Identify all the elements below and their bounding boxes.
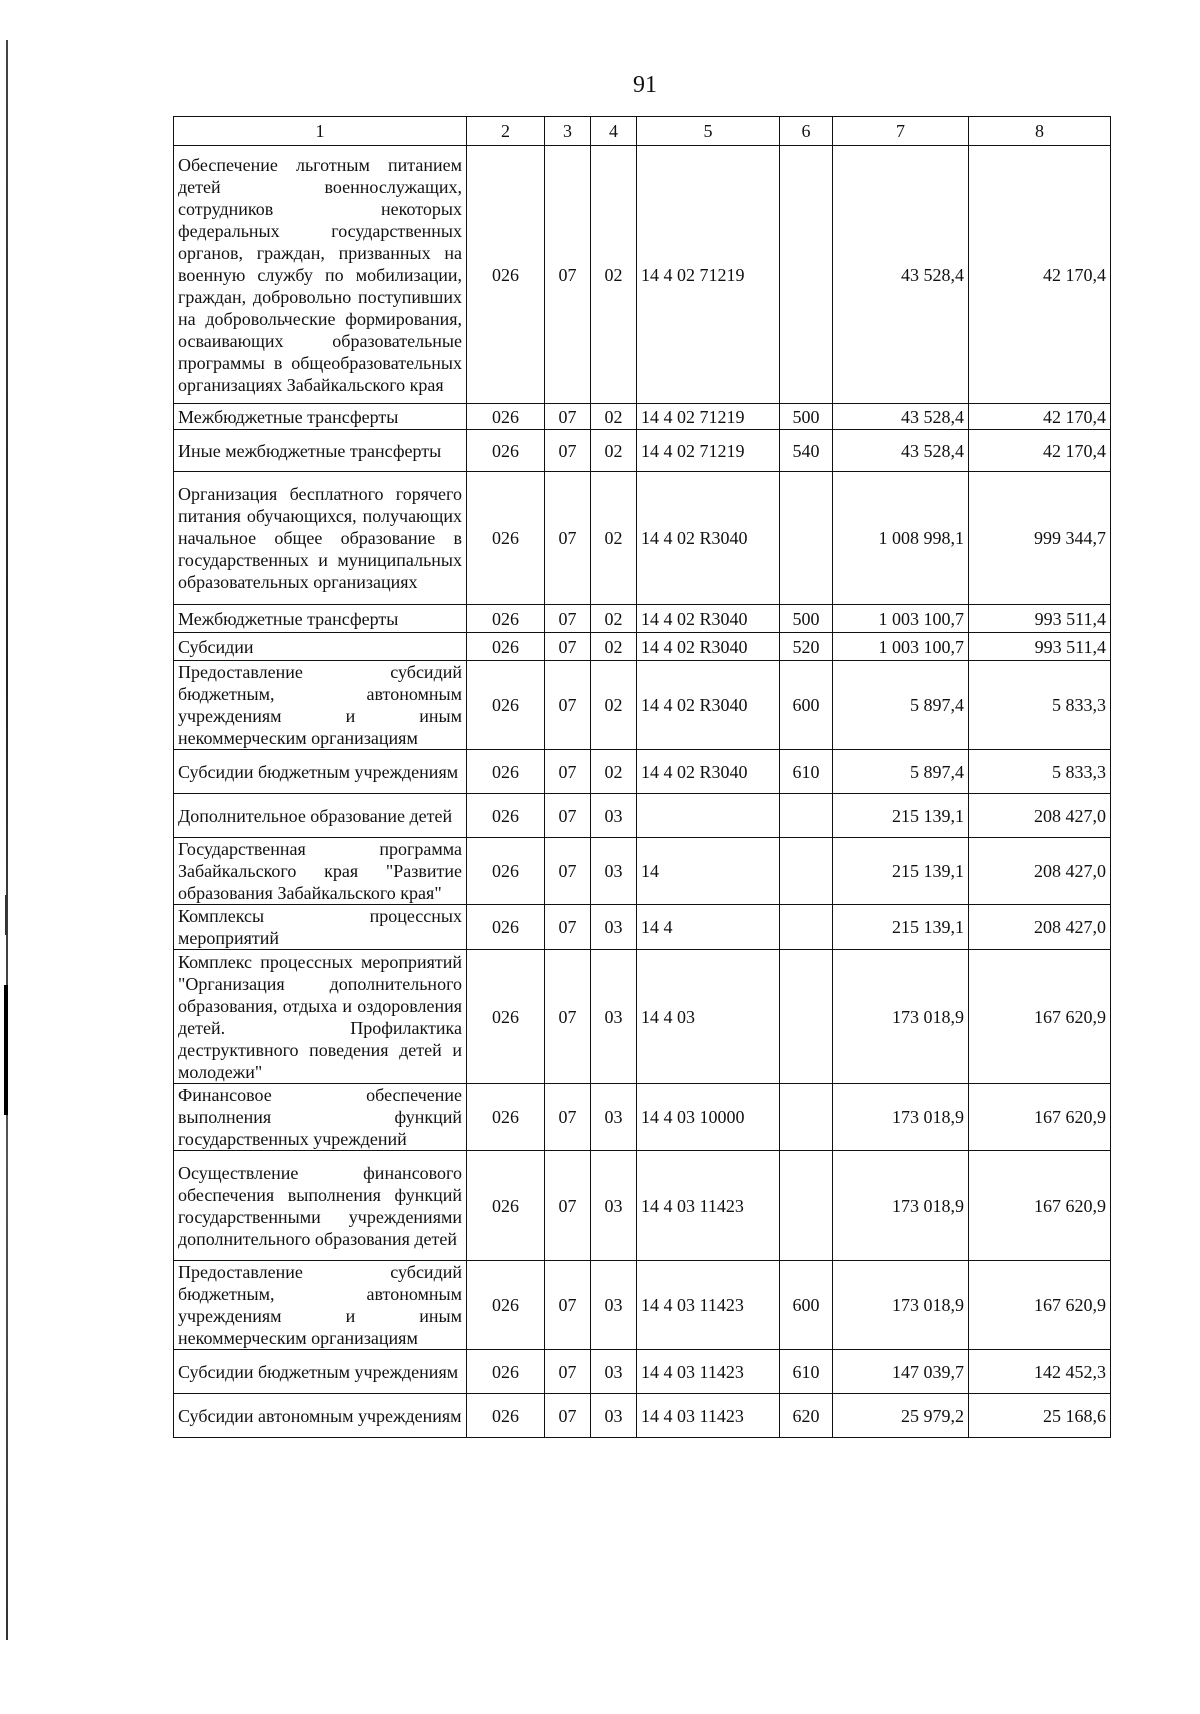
row-code-cell: 026 xyxy=(467,404,545,430)
row-subsection-cell: 02 xyxy=(591,146,637,404)
row-subsection-cell: 03 xyxy=(591,1084,637,1151)
row-section-cell: 07 xyxy=(545,661,591,750)
row-subsection-cell: 02 xyxy=(591,472,637,605)
row-amount-col7-cell: 147 039,7 xyxy=(833,1350,969,1394)
row-name-cell: Осуществление финансового обеспечения выполнения функций государственными учреждениями дополнительного образования детей xyxy=(174,1151,467,1261)
row-name-cell: Субсидии бюджетным учреждениям xyxy=(174,1350,467,1394)
row-amount-col7-cell: 215 139,1 xyxy=(833,905,969,950)
table-body xyxy=(174,146,1111,1438)
row-expense-type-cell xyxy=(780,1151,833,1261)
row-name-cell: Дополнительное образование детей xyxy=(174,794,467,838)
row-subsection-cell: 02 xyxy=(591,633,637,661)
row-amount-col8-cell: 5 833,3 xyxy=(969,750,1111,794)
table-row xyxy=(174,404,1111,430)
row-amount-col7-cell: 1 008 998,1 xyxy=(833,472,969,605)
table-row xyxy=(174,430,1111,472)
row-amount-col8-cell: 42 170,4 xyxy=(969,404,1111,430)
table-row xyxy=(174,905,1111,950)
page-number: 91 xyxy=(633,72,657,98)
row-code-cell: 026 xyxy=(467,794,545,838)
row-code-cell: 026 xyxy=(467,750,545,794)
row-target-article-cell: 14 4 03 11423 xyxy=(637,1394,780,1438)
row-code-cell: 026 xyxy=(467,1151,545,1261)
row-amount-col7-cell: 173 018,9 xyxy=(833,1151,969,1261)
row-amount-col8-cell: 167 620,9 xyxy=(969,1084,1111,1151)
row-amount-col7-cell: 215 139,1 xyxy=(833,838,969,905)
header-cell: 1 xyxy=(174,117,467,146)
row-name-cell: Иные межбюджетные трансферты xyxy=(174,430,467,472)
row-expense-type-cell: 620 xyxy=(780,1394,833,1438)
row-target-article-cell: 14 4 03 11423 xyxy=(637,1151,780,1261)
header-cell: 6 xyxy=(780,117,833,146)
row-section-cell: 07 xyxy=(545,1350,591,1394)
row-code-cell: 026 xyxy=(467,605,545,633)
row-amount-col7-cell: 1 003 100,7 xyxy=(833,633,969,661)
row-expense-type-cell xyxy=(780,472,833,605)
row-section-cell: 07 xyxy=(545,430,591,472)
row-expense-type-cell: 610 xyxy=(780,750,833,794)
row-expense-type-cell: 540 xyxy=(780,430,833,472)
row-amount-col7-cell: 1 003 100,7 xyxy=(833,605,969,633)
row-amount-col8-cell: 142 452,3 xyxy=(969,1350,1111,1394)
table-row xyxy=(174,1151,1111,1261)
row-target-article-cell: 14 4 02 71219 xyxy=(637,146,780,404)
table-row xyxy=(174,1394,1111,1438)
row-expense-type-cell: 610 xyxy=(780,1350,833,1394)
row-section-cell: 07 xyxy=(545,750,591,794)
row-amount-col7-cell: 173 018,9 xyxy=(833,1261,969,1350)
row-code-cell: 026 xyxy=(467,1394,545,1438)
row-amount-col8-cell: 208 427,0 xyxy=(969,905,1111,950)
row-expense-type-cell: 520 xyxy=(780,633,833,661)
row-name-cell: Организация бесплатного горячего питания обучающихся, получающих начальное общее образование в государственных и муниципальных образовательных организациях xyxy=(174,472,467,605)
row-target-article-cell: 14 4 02 R3040 xyxy=(637,472,780,605)
row-name-cell: Предоставление субсидий бюджетным, автономным учреждениям и иным некоммерческим организациям xyxy=(174,1261,467,1350)
row-expense-type-cell xyxy=(780,838,833,905)
row-name-cell: Комплекс процессных мероприятий "Организация дополнительного образования, отдыха и оздоровления детей. Профилактика деструктивного поведения детей и молодежи" xyxy=(174,950,467,1084)
header-row xyxy=(174,117,1111,146)
scan-artifact-mark xyxy=(4,985,8,1115)
row-subsection-cell: 03 xyxy=(591,1350,637,1394)
row-name-cell: Государственная программа Забайкальского края "Развитие образования Забайкальского края" xyxy=(174,838,467,905)
row-section-cell: 07 xyxy=(545,605,591,633)
row-section-cell: 07 xyxy=(545,146,591,404)
table-row xyxy=(174,1350,1111,1394)
row-subsection-cell: 02 xyxy=(591,750,637,794)
row-code-cell: 026 xyxy=(467,472,545,605)
row-amount-col8-cell: 999 344,7 xyxy=(969,472,1111,605)
row-name-cell: Обеспечение льготным питанием детей военнослужащих, сотрудников некоторых федеральных государственных органов, граждан, призванных на военную службу по мобилизации, граждан, добровольно поступивших на добровольческие формирования, осваивающих образовательные программы в общеобразовательных организациях Забайкальского края xyxy=(174,146,467,404)
scan-artifact-mark xyxy=(5,895,7,935)
header-cell: 2 xyxy=(467,117,545,146)
row-section-cell: 07 xyxy=(545,794,591,838)
row-section-cell: 07 xyxy=(545,633,591,661)
row-target-article-cell: 14 4 xyxy=(637,905,780,950)
row-target-article-cell: 14 4 02 R3040 xyxy=(637,661,780,750)
row-section-cell: 07 xyxy=(545,1084,591,1151)
row-section-cell: 07 xyxy=(545,1261,591,1350)
row-code-cell: 026 xyxy=(467,1084,545,1151)
row-subsection-cell: 03 xyxy=(591,794,637,838)
header-cell: 8 xyxy=(969,117,1111,146)
table-row xyxy=(174,750,1111,794)
row-amount-col8-cell: 167 620,9 xyxy=(969,1261,1111,1350)
table-row xyxy=(174,838,1111,905)
row-target-article-cell: 14 4 03 10000 xyxy=(637,1084,780,1151)
row-name-cell: Комплексы процессных мероприятий xyxy=(174,905,467,950)
table-header xyxy=(174,117,1111,146)
table-row xyxy=(174,633,1111,661)
table-row xyxy=(174,146,1111,404)
row-section-cell: 07 xyxy=(545,905,591,950)
table-row xyxy=(174,605,1111,633)
row-name-cell: Субсидии xyxy=(174,633,467,661)
row-expense-type-cell xyxy=(780,146,833,404)
row-target-article-cell xyxy=(637,794,780,838)
row-amount-col8-cell: 208 427,0 xyxy=(969,794,1111,838)
table-row xyxy=(174,1261,1111,1350)
row-target-article-cell: 14 4 03 11423 xyxy=(637,1261,780,1350)
row-subsection-cell: 03 xyxy=(591,905,637,950)
row-section-cell: 07 xyxy=(545,1151,591,1261)
row-target-article-cell: 14 4 03 xyxy=(637,950,780,1084)
row-amount-col8-cell: 5 833,3 xyxy=(969,661,1111,750)
row-subsection-cell: 03 xyxy=(591,1394,637,1438)
header-cell: 5 xyxy=(637,117,780,146)
row-code-cell: 026 xyxy=(467,1350,545,1394)
row-code-cell: 026 xyxy=(467,146,545,404)
row-name-cell: Субсидии бюджетным учреждениям xyxy=(174,750,467,794)
row-name-cell: Предоставление субсидий бюджетным, автономным учреждениям и иным некоммерческим организациям xyxy=(174,661,467,750)
row-amount-col7-cell: 173 018,9 xyxy=(833,950,969,1084)
row-expense-type-cell: 600 xyxy=(780,1261,833,1350)
row-expense-type-cell: 500 xyxy=(780,605,833,633)
row-expense-type-cell: 600 xyxy=(780,661,833,750)
table-row xyxy=(174,1084,1111,1151)
row-amount-col8-cell: 42 170,4 xyxy=(969,146,1111,404)
row-target-article-cell: 14 4 02 71219 xyxy=(637,430,780,472)
row-amount-col8-cell: 208 427,0 xyxy=(969,838,1111,905)
row-amount-col8-cell: 42 170,4 xyxy=(969,430,1111,472)
row-amount-col7-cell: 5 897,4 xyxy=(833,750,969,794)
row-subsection-cell: 02 xyxy=(591,661,637,750)
row-code-cell: 026 xyxy=(467,1261,545,1350)
row-amount-col8-cell: 993 511,4 xyxy=(969,605,1111,633)
header-cell: 7 xyxy=(833,117,969,146)
row-section-cell: 07 xyxy=(545,950,591,1084)
row-amount-col8-cell: 993 511,4 xyxy=(969,633,1111,661)
row-target-article-cell: 14 xyxy=(637,838,780,905)
table-row xyxy=(174,794,1111,838)
row-amount-col7-cell: 173 018,9 xyxy=(833,1084,969,1151)
row-amount-col7-cell: 43 528,4 xyxy=(833,430,969,472)
row-name-cell: Межбюджетные трансферты xyxy=(174,404,467,430)
row-target-article-cell: 14 4 02 R3040 xyxy=(637,633,780,661)
row-expense-type-cell: 500 xyxy=(780,404,833,430)
row-target-article-cell: 14 4 02 71219 xyxy=(637,404,780,430)
row-subsection-cell: 02 xyxy=(591,404,637,430)
row-code-cell: 026 xyxy=(467,950,545,1084)
row-code-cell: 026 xyxy=(467,633,545,661)
table-row xyxy=(174,661,1111,750)
row-code-cell: 026 xyxy=(467,838,545,905)
budget-table xyxy=(173,116,1111,1438)
row-amount-col7-cell: 43 528,4 xyxy=(833,146,969,404)
row-code-cell: 026 xyxy=(467,430,545,472)
row-code-cell: 026 xyxy=(467,905,545,950)
row-amount-col7-cell: 215 139,1 xyxy=(833,794,969,838)
row-expense-type-cell xyxy=(780,794,833,838)
row-target-article-cell: 14 4 02 R3040 xyxy=(637,750,780,794)
row-amount-col8-cell: 167 620,9 xyxy=(969,1151,1111,1261)
table-row xyxy=(174,472,1111,605)
row-amount-col8-cell: 167 620,9 xyxy=(969,950,1111,1084)
header-cell: 3 xyxy=(545,117,591,146)
row-amount-col7-cell: 25 979,2 xyxy=(833,1394,969,1438)
row-code-cell: 026 xyxy=(467,661,545,750)
row-expense-type-cell xyxy=(780,905,833,950)
row-target-article-cell: 14 4 03 11423 xyxy=(637,1350,780,1394)
row-amount-col8-cell: 25 168,6 xyxy=(969,1394,1111,1438)
row-amount-col7-cell: 5 897,4 xyxy=(833,661,969,750)
row-name-cell: Субсидии автономным учреждениям xyxy=(174,1394,467,1438)
row-subsection-cell: 03 xyxy=(591,1151,637,1261)
row-subsection-cell: 02 xyxy=(591,430,637,472)
row-name-cell: Финансовое обеспечение выполнения функций государственных учреждений xyxy=(174,1084,467,1151)
scan-border-line xyxy=(6,40,8,1640)
row-amount-col7-cell: 43 528,4 xyxy=(833,404,969,430)
row-subsection-cell: 03 xyxy=(591,1261,637,1350)
row-subsection-cell: 03 xyxy=(591,838,637,905)
row-expense-type-cell xyxy=(780,950,833,1084)
row-target-article-cell: 14 4 02 R3040 xyxy=(637,605,780,633)
row-subsection-cell: 02 xyxy=(591,605,637,633)
row-expense-type-cell xyxy=(780,1084,833,1151)
header-cell: 4 xyxy=(591,117,637,146)
row-section-cell: 07 xyxy=(545,838,591,905)
row-section-cell: 07 xyxy=(545,472,591,605)
row-section-cell: 07 xyxy=(545,404,591,430)
row-name-cell: Межбюджетные трансферты xyxy=(174,605,467,633)
table-row xyxy=(174,950,1111,1084)
row-subsection-cell: 03 xyxy=(591,950,637,1084)
row-section-cell: 07 xyxy=(545,1394,591,1438)
